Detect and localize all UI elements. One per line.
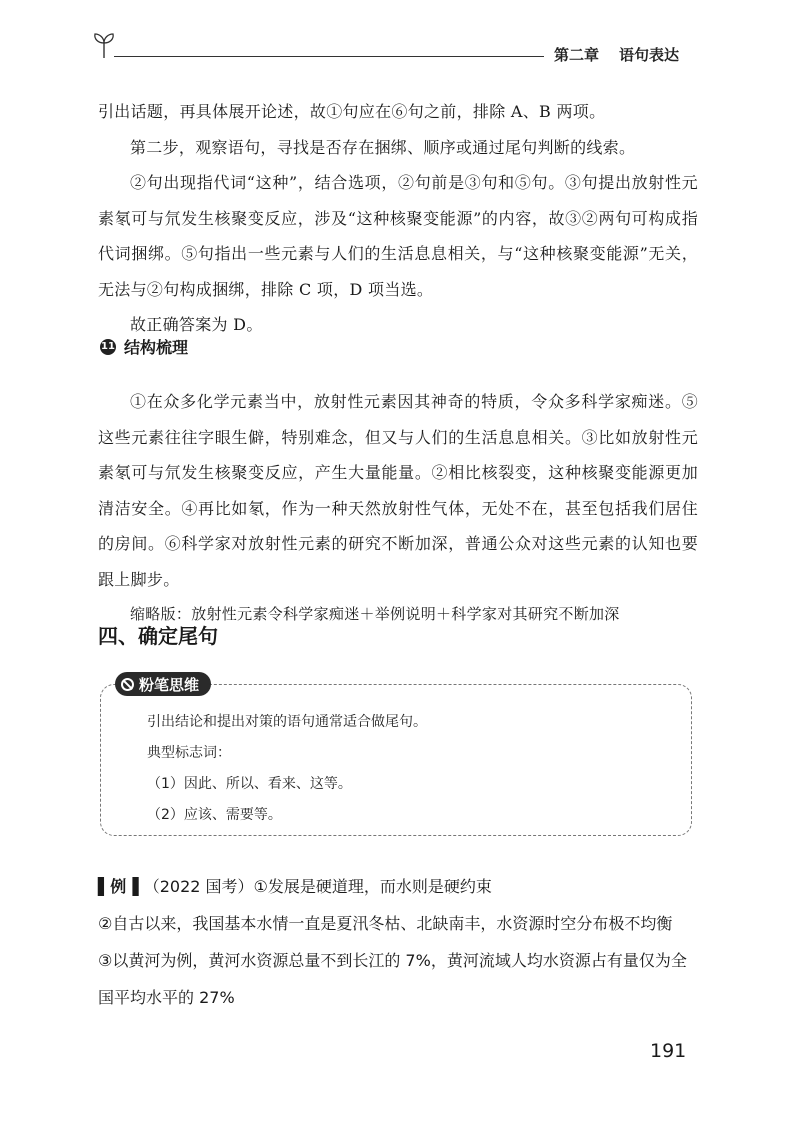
tip-content: [147, 707, 427, 831]
paragraph-1: 引出话题，再具体展开论述，故①句应在⑥句之前，排除 A、B 两项。: [98, 102, 606, 121]
tip-box: [100, 675, 692, 836]
tip-tab: [115, 672, 211, 696]
section-number-badge: 11: [100, 339, 116, 355]
structure-heading: [100, 335, 188, 358]
tip-line-4: （2）应该、需要等。: [147, 807, 282, 823]
paragraph-3: ②句出现指代词“这种”，结合选项，②句前是③句和⑤句。③句提出放射性元素氡可与氘发生核聚变反应，涉及“这种核聚变能源”的内容，故③②两句可构成指代词捆绑。⑤句指出一些元素与人们的生活息息相关，与“这种核聚变能源”无关，无法与②句构成捆绑，排除 C 项，D 项当选。: [98, 173, 698, 299]
paragraph-4: 故正确答案为 D。: [130, 315, 263, 334]
tip-icon: [121, 678, 134, 691]
example-line-3: ③以黄河为例，黄河水资源总量不到长江的 7%，黄河流域人均水资源占有量仅为全国平均水平的 27%: [98, 951, 687, 1007]
header-chapter-title: [554, 44, 679, 65]
tip-line-3: （1）因此、所以、看来、这等。: [147, 776, 352, 792]
running-header: [88, 30, 700, 64]
example-text-1: （2022 国考）①发展是硬道理，而水则是硬约束: [143, 877, 492, 896]
tip-line-1: 引出结论和提出对策的语句通常适合做尾句。: [147, 714, 427, 730]
structure-summary: 缩略版：放射性元素令科学家痴迷＋举例说明＋科学家对其研究不断加深: [130, 605, 620, 623]
example-line-2: ②自古以来，我国基本水情一直是夏汛冬枯、北缺南丰，水资源时空分布极不均衡: [98, 914, 673, 933]
chapter-number: 第二章: [554, 46, 600, 64]
example-tag: ▌例▐: [98, 877, 139, 896]
header-rule: [114, 56, 544, 57]
structure-paragraph: ①在众多化学元素当中，放射性元素因其神奇的特质，令众多科学家痴迷。⑤这些元素往往字眼生僻，特别难念，但又与人们的生活息息相关。③比如放射性元素氡可与氘发生核聚变反应，产生大量能量。②相比核裂变，这种核聚变能源更加清洁安全。④再比如氡，作为一种天然放射性气体，无处不在，甚至包括我们居住的房间。⑥科学家对放射性元素的研究不断加深，普通公众对这些元素的认知也要跟上脚步。: [98, 392, 698, 589]
structure-title: 结构梳理: [124, 338, 189, 357]
chapter-section-name: 语句表达: [619, 46, 680, 64]
section-heading: 四、确定尾句: [98, 624, 218, 648]
page-number: 191: [650, 1040, 687, 1062]
tip-tab-label: 粉笔思维: [139, 675, 200, 694]
sprout-icon: [92, 30, 116, 60]
example-block: [98, 868, 698, 1016]
example-line-1: [98, 868, 698, 905]
tip-line-2: 典型标志词：: [147, 745, 231, 761]
paragraph-2: 第二步，观察语句，寻找是否存在捆绑、顺序或通过尾句判断的线索。: [130, 137, 636, 157]
analysis-text: [98, 94, 698, 343]
structure-text: [98, 384, 698, 633]
